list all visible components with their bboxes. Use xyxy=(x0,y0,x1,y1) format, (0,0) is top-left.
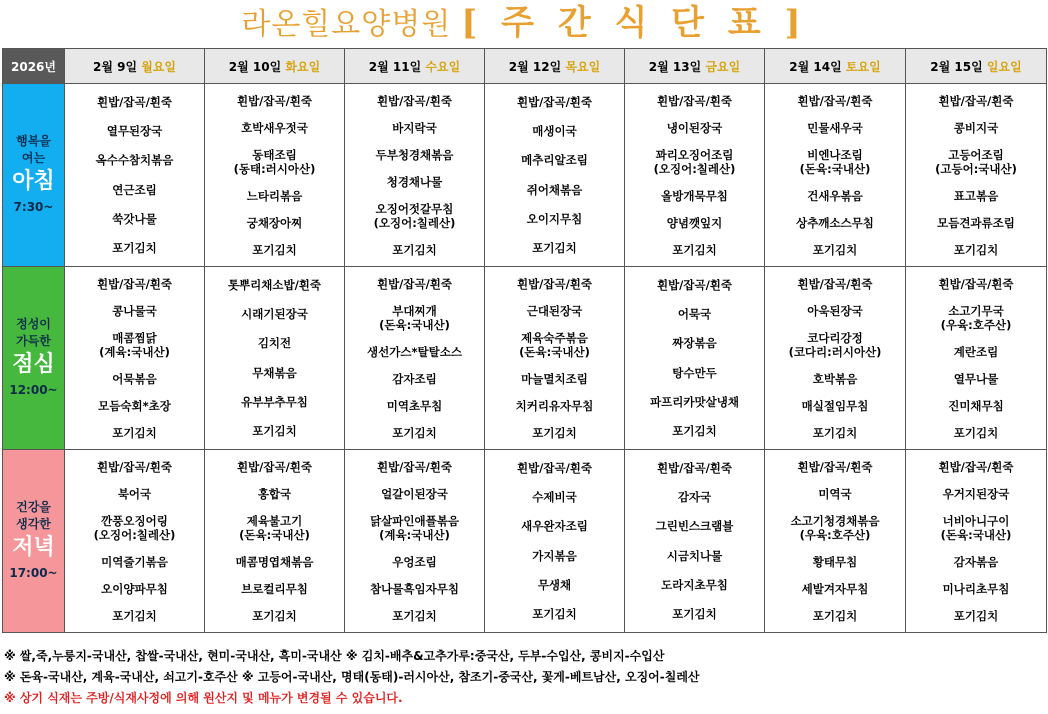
meal-tagline: 정성이 가득한 xyxy=(16,317,51,348)
menu-item: 어묵국 xyxy=(677,306,712,321)
menu-cell xyxy=(345,84,485,267)
menu-item: 감자볶음 xyxy=(953,554,999,569)
menu-item: 가지볶음 xyxy=(532,548,577,563)
note-line: ※ 돈육-국내산, 계육-국내산, 쇠고기-호주산 ※ 고등어-국내산, 명태(동태)-러시아산, 참조기-중국산, 꽃게-베트남산, 오징어-칠레산 xyxy=(4,670,700,684)
menu-item: 얼갈이된장국 xyxy=(381,486,448,501)
menu-item: 파프리카맛살냉채 xyxy=(650,394,739,409)
menu-item: 냉이된장국 xyxy=(666,120,723,135)
menu-item: 흰밥/잡곡/흰죽 xyxy=(797,459,873,474)
day-date: 2월 15일 xyxy=(930,59,983,74)
menu-item: 흰밥/잡곡/흰죽 xyxy=(938,276,1014,291)
menu-item: 오이양파무침 xyxy=(101,581,168,596)
day-name: 화요일 xyxy=(285,59,321,74)
meal-row-dinner xyxy=(3,450,1047,633)
menu-item: 시래기된장국 xyxy=(241,306,308,321)
menu-item: 브로컬리무침 xyxy=(241,581,308,596)
menu-item: 너비아니구이 (돈육:국내산) xyxy=(940,513,1012,542)
meal-time: 17:00~ xyxy=(9,566,58,580)
menu-item: 흰밥/잡곡/흰죽 xyxy=(516,460,593,475)
menu-item: 아욱된장국 xyxy=(807,303,863,318)
menu-cell xyxy=(906,84,1047,267)
year-cell: 2026년 xyxy=(3,49,65,84)
change-warning: ※ 상기 식재는 주방/식재사정에 의해 원산지 및 메뉴가 변경될 수 있습니다. xyxy=(4,691,403,705)
day-name: 토요일 xyxy=(845,59,881,74)
menu-item: 무채볶음 xyxy=(252,365,297,380)
menu-item: 흰밥/잡곡/흰죽 xyxy=(96,276,173,291)
menu-item: 흰밥/잡곡/흰죽 xyxy=(656,460,733,475)
day-header xyxy=(65,49,205,84)
menu-item: 소고기청경채볶음 (우육:호주산) xyxy=(790,513,880,542)
menu-item: 생선가스*탈탈소스 xyxy=(367,344,462,359)
menu-item: 흰밥/잡곡/흰죽 xyxy=(938,93,1014,108)
menu-cell xyxy=(765,267,906,450)
menu-item: 메추리알조림 xyxy=(521,153,588,168)
meal-name: 저녁 xyxy=(12,535,55,560)
menu-item: 흰밥/잡곡/흰죽 xyxy=(376,459,453,474)
menu-item: 톳뿌리채소밥/흰죽 xyxy=(227,277,322,292)
menu-item: 우거지된장국 xyxy=(942,486,1010,501)
day-date: 2월 13일 xyxy=(648,59,702,74)
menu-item: 포기김치 xyxy=(392,425,437,440)
menu-cell xyxy=(65,267,205,450)
menu-item: 흰밥/잡곡/흰죽 xyxy=(376,276,453,291)
menu-item: 포기김치 xyxy=(672,607,717,622)
menu-item: 포기김치 xyxy=(532,425,577,440)
menu-cell xyxy=(485,450,625,633)
menu-item: 흰밥/잡곡/흰죽 xyxy=(96,94,173,109)
menu-item: 양념깻잎지 xyxy=(666,215,723,230)
menu-cell xyxy=(485,84,625,267)
meal-time: 12:00~ xyxy=(9,383,58,397)
menu-item: 열무된장국 xyxy=(106,123,163,138)
menu-item: 매콤명엽채볶음 xyxy=(235,554,314,569)
menu-item: 매콤찜닭 (계육:국내산) xyxy=(99,330,170,359)
meal-label-lunch xyxy=(3,267,65,450)
menu-item: 열무나물 xyxy=(953,371,999,386)
menu-title: [ 주 간 식 단 표 ] xyxy=(461,3,807,43)
menu-cell xyxy=(65,450,205,633)
menu-item: 표고볶음 xyxy=(953,188,999,203)
menu-item: 포기김치 xyxy=(812,608,858,623)
menu-cell xyxy=(65,84,205,267)
menu-item: 동태조림 (동태:러시아산) xyxy=(233,147,316,176)
menu-item: 감자조림 xyxy=(392,371,437,386)
meal-row-lunch xyxy=(3,267,1047,450)
origin-notes xyxy=(4,646,1044,709)
menu-item: 궁채장아찌 xyxy=(246,215,303,230)
menu-item: 포기김치 xyxy=(953,242,999,257)
day-name: 목요일 xyxy=(565,59,601,74)
menu-item: 포기김치 xyxy=(392,608,437,623)
menu-cell xyxy=(906,267,1047,450)
menu-item: 코다리강정 (코다리:러시아산) xyxy=(788,330,882,359)
meal-name: 아침 xyxy=(12,169,55,194)
menu-item: 오징어젓갈무침 (오징어:칠레산) xyxy=(373,201,456,230)
day-date: 2월 9일 xyxy=(92,59,138,74)
menu-item: 무생채 xyxy=(537,577,572,592)
menu-cell xyxy=(625,450,765,633)
menu-cell xyxy=(345,450,485,633)
day-date: 2월 12일 xyxy=(508,59,562,74)
menu-cell xyxy=(906,450,1047,633)
page-title xyxy=(0,0,1048,46)
header-row xyxy=(3,49,1047,84)
menu-item: 호박새우젓국 xyxy=(241,120,308,135)
menu-item: 홍합국 xyxy=(257,486,292,501)
menu-item: 미역줄기볶음 xyxy=(101,554,168,569)
menu-item: 흰밥/잡곡/흰죽 xyxy=(376,93,453,108)
menu-item: 시금치나물 xyxy=(666,548,723,563)
day-date: 2월 14일 xyxy=(789,59,842,74)
day-header xyxy=(205,49,345,84)
menu-item: 부대찌개 (돈육:국내산) xyxy=(379,303,450,332)
menu-item: 제육불고기 (돈육:국내산) xyxy=(239,513,310,542)
menu-item: 어묵볶음 xyxy=(112,371,157,386)
menu-item: 비엔나조림 (돈육:국내산) xyxy=(799,147,871,176)
menu-item: 제육숙주볶음 (돈육:국내산) xyxy=(519,330,590,359)
menu-item: 새우완자조림 xyxy=(521,519,588,534)
menu-item: 포기김치 xyxy=(252,242,297,257)
menu-item: 흰밥/잡곡/흰죽 xyxy=(516,94,593,109)
menu-item: 깐풍오징어링 (오징어:칠레산) xyxy=(93,513,176,542)
menu-item: 참나물흑임자무침 xyxy=(370,581,459,596)
menu-item: 오이지무침 xyxy=(526,211,583,226)
menu-item: 바지락국 xyxy=(392,120,437,135)
menu-item: 청경채나물 xyxy=(386,174,443,189)
menu-item: 포기김치 xyxy=(812,425,858,440)
menu-item: 치커리유자무침 xyxy=(515,398,594,413)
menu-item: 고등어조림 (고등어:국내산) xyxy=(935,147,1017,176)
menu-item: 근대된장국 xyxy=(526,303,583,318)
menu-item: 포기김치 xyxy=(392,242,437,257)
menu-item: 감자국 xyxy=(677,489,712,504)
menu-item: 우엉조림 xyxy=(392,554,437,569)
menu-item: 쑥갓나물 xyxy=(112,211,157,226)
menu-cell xyxy=(205,267,345,450)
menu-item: 닭살파인애플볶음 (계육:국내산) xyxy=(370,513,459,542)
meal-row-breakfast xyxy=(3,84,1047,267)
menu-item: 흰밥/잡곡/흰죽 xyxy=(938,459,1014,474)
menu-item: 흰밥/잡곡/흰죽 xyxy=(516,276,593,291)
day-date: 2월 11일 xyxy=(368,59,422,74)
menu-item: 포기김치 xyxy=(112,241,157,256)
menu-item: 흰밥/잡곡/흰죽 xyxy=(96,459,173,474)
menu-item: 포기김치 xyxy=(532,607,577,622)
menu-item: 흰밥/잡곡/흰죽 xyxy=(656,93,733,108)
meal-label-dinner xyxy=(3,450,65,633)
menu-item: 두부청경채볶음 xyxy=(375,147,454,162)
day-name: 금요일 xyxy=(705,59,741,74)
menu-item: 진미채무침 xyxy=(948,398,1004,413)
menu-item: 계란조림 xyxy=(953,344,999,359)
menu-item: 미역초무침 xyxy=(386,398,443,413)
meal-time: 7:30~ xyxy=(13,200,54,214)
menu-cell xyxy=(205,84,345,267)
menu-cell xyxy=(205,450,345,633)
menu-cell xyxy=(625,267,765,450)
menu-cell xyxy=(625,84,765,267)
menu-item: 도라지초무침 xyxy=(661,577,728,592)
day-name: 수요일 xyxy=(425,59,461,74)
menu-item: 모듬숙회*초장 xyxy=(98,398,171,413)
menu-item: 탕수만두 xyxy=(672,365,717,380)
menu-item: 마늘멸치조림 xyxy=(521,371,588,386)
menu-item: 포기김치 xyxy=(252,608,297,623)
menu-cell xyxy=(345,267,485,450)
menu-cell xyxy=(765,84,906,267)
menu-item: 김치전 xyxy=(257,336,292,351)
note-line: ※ 쌀,죽,누룽지-국내산, 찹쌀-국내산, 현미-국내산, 흑미-국내산 ※ 김치-배추&고추가루:중국산, 두부-수입산, 콩비지-수입산 xyxy=(4,649,665,663)
meal-name: 점심 xyxy=(12,352,55,377)
menu-item: 흰밥/잡곡/흰죽 xyxy=(797,276,873,291)
meal-label-breakfast xyxy=(3,84,65,267)
menu-item: 포기김치 xyxy=(252,424,297,439)
menu-cell xyxy=(485,267,625,450)
hospital-name: 라온힐요양병원 xyxy=(241,7,452,42)
menu-item: 연근조림 xyxy=(112,182,157,197)
menu-item: 민물새우국 xyxy=(807,120,863,135)
menu-item: 유부부추무침 xyxy=(241,394,308,409)
menu-item: 그린빈스크램블 xyxy=(655,519,734,534)
menu-item: 흰밥/잡곡/흰죽 xyxy=(797,93,873,108)
menu-item: 수제비국 xyxy=(532,489,577,504)
menu-item: 짜장볶음 xyxy=(672,336,717,351)
menu-item: 북어국 xyxy=(117,486,152,501)
day-header xyxy=(625,49,765,84)
menu-item: 콩나물국 xyxy=(112,303,157,318)
menu-item: 포기김치 xyxy=(112,425,157,440)
menu-item: 쥐어채볶음 xyxy=(526,182,583,197)
menu-item: 흰밥/잡곡/흰죽 xyxy=(236,93,313,108)
menu-item: 포기김치 xyxy=(953,425,999,440)
menu-item: 포기김치 xyxy=(812,242,858,257)
day-header xyxy=(906,49,1047,84)
menu-item: 포기김치 xyxy=(953,608,999,623)
menu-item: 모듬견과류조림 xyxy=(937,215,1015,230)
menu-item: 포기김치 xyxy=(672,242,717,257)
menu-item: 올방개묵무침 xyxy=(661,188,728,203)
weekly-menu-table xyxy=(2,48,1047,633)
menu-item: 흰밥/잡곡/흰죽 xyxy=(656,277,733,292)
menu-item: 느타리볶음 xyxy=(246,188,303,203)
menu-item: 포기김치 xyxy=(112,608,157,623)
menu-item: 매실절임무침 xyxy=(801,398,869,413)
menu-cell xyxy=(765,450,906,633)
menu-item: 소고기무국 (우육:호주산) xyxy=(940,303,1012,332)
meal-tagline: 행복을 여는 xyxy=(16,134,51,165)
menu-item: 꽈리오징어조림 (오징어:칠레산) xyxy=(653,147,736,176)
menu-item: 포기김치 xyxy=(672,424,717,439)
menu-item: 황태무침 xyxy=(812,554,858,569)
menu-item: 상추깨소스무침 xyxy=(796,215,874,230)
menu-item: 흰밥/잡곡/흰죽 xyxy=(236,459,313,474)
day-header xyxy=(485,49,625,84)
day-header xyxy=(765,49,906,84)
day-name: 일요일 xyxy=(986,59,1022,74)
day-date: 2월 10일 xyxy=(228,59,282,74)
menu-item: 건새우볶음 xyxy=(807,188,863,203)
menu-item: 호박볶음 xyxy=(812,371,858,386)
menu-item: 미역국 xyxy=(818,486,852,501)
day-name: 월요일 xyxy=(141,59,177,74)
meal-tagline: 건강을 생각한 xyxy=(16,500,51,531)
menu-item: 매생이국 xyxy=(532,123,577,138)
menu-item: 포기김치 xyxy=(532,241,577,256)
menu-item: 콩비지국 xyxy=(953,120,999,135)
day-header xyxy=(345,49,485,84)
menu-item: 옥수수참치볶음 xyxy=(95,153,174,168)
menu-item: 미나리초무침 xyxy=(942,581,1010,596)
menu-item: 세발겨자무침 xyxy=(801,581,869,596)
